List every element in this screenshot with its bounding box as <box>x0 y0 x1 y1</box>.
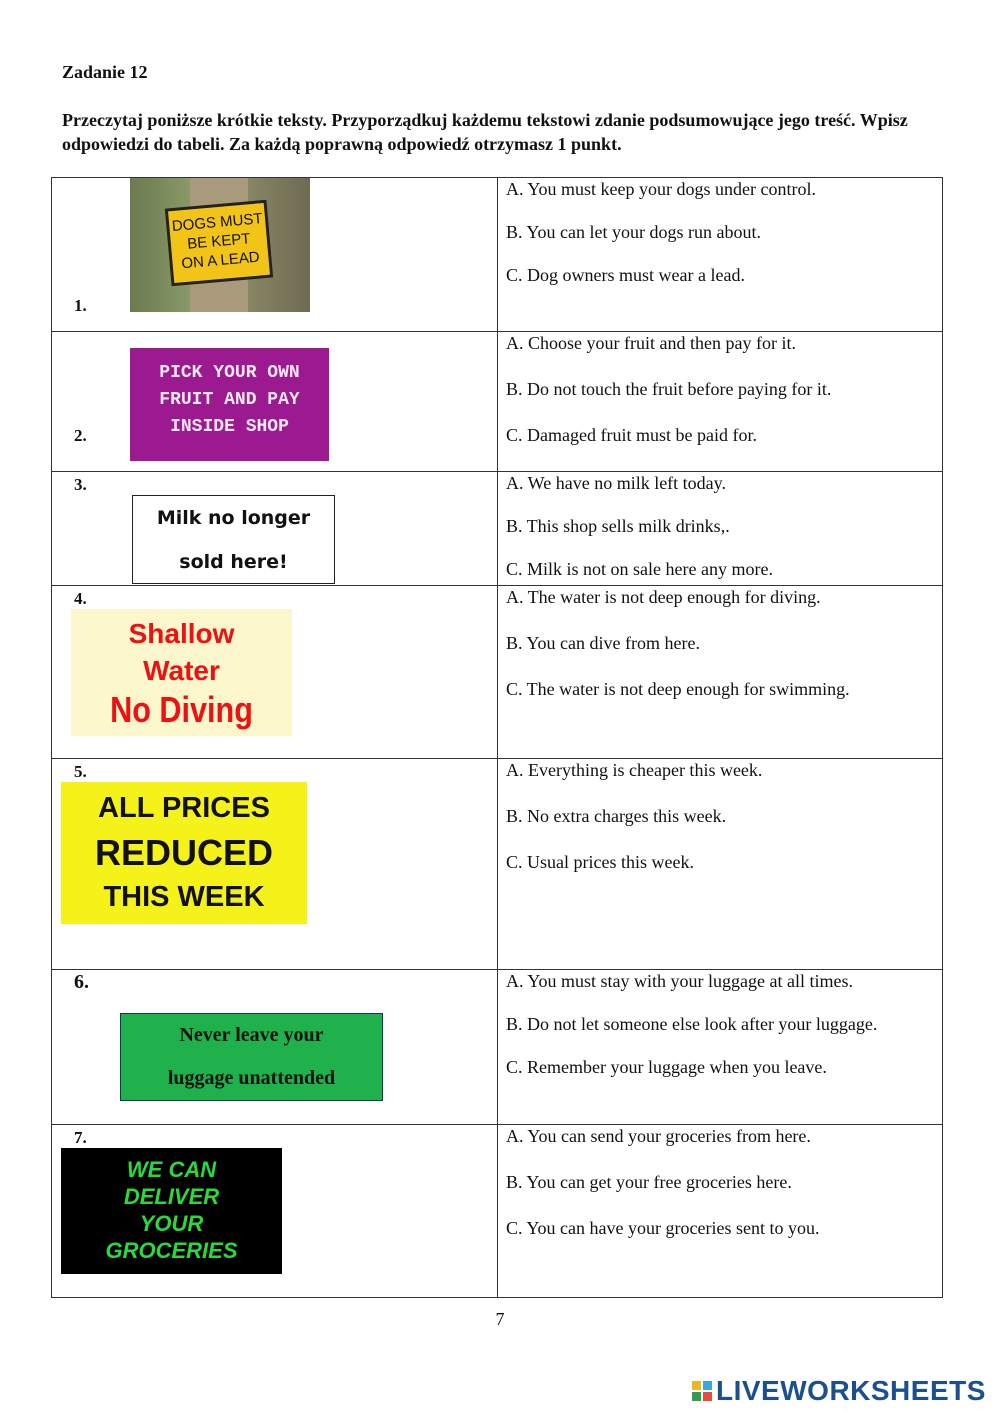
sign-text: YOUR <box>139 1211 204 1236</box>
item-number: 4. <box>74 589 87 608</box>
options-cell <box>498 472 943 586</box>
option-a: A. You must stay with your luggage at all times. <box>506 971 853 991</box>
luggage-sign <box>120 1013 383 1101</box>
dogs-sign-photo <box>130 178 310 312</box>
option-b: B. You can let your dogs run about. <box>506 222 761 242</box>
sign-cell <box>52 178 498 332</box>
option-b: B. You can dive from here. <box>506 633 700 653</box>
item-number: 2. <box>74 426 87 445</box>
option-b: B. You can get your free groceries here. <box>506 1172 792 1192</box>
option-c: C. Dog owners must wear a lead. <box>506 265 745 285</box>
page-number: 7 <box>495 1309 505 1329</box>
task-title: Zadanie 12 <box>62 62 148 82</box>
table-row <box>52 970 943 1125</box>
option-a: A. The water is not deep enough for diving. <box>506 587 821 607</box>
sign-cell <box>52 586 498 759</box>
option-b: B. Do not let someone else look after your luggage. <box>506 1014 878 1034</box>
sign-text: REDUCED <box>94 832 273 873</box>
sign-cell <box>52 970 498 1125</box>
sign-cell <box>52 759 498 970</box>
sign-text: THIS WEEK <box>103 881 265 913</box>
item-number: 5. <box>74 762 87 781</box>
option-a: A. Choose your fruit and then pay for it. <box>506 333 796 353</box>
sign-text: BE KEPT <box>186 230 252 253</box>
no-diving-sign <box>71 609 292 736</box>
liveworksheets-brand[interactable] <box>692 1375 986 1407</box>
options-cell <box>498 970 943 1125</box>
prices-sign <box>61 782 307 924</box>
sign-cell <box>52 332 498 472</box>
matching-table <box>51 177 943 1298</box>
sign-text: GROCERIES <box>105 1238 238 1263</box>
sign-text: PICK YOUR OWN <box>159 363 300 383</box>
item-number: 7. <box>74 1128 87 1147</box>
option-c: C. Usual prices this week. <box>506 852 694 872</box>
option-b: B. No extra charges this week. <box>506 806 727 826</box>
liveworksheets-logo-icon <box>692 1381 712 1401</box>
brand-name: LIVEWORKSHEETS <box>716 1375 986 1406</box>
sign-text: ON A LEAD <box>180 248 261 273</box>
table-row <box>52 332 943 472</box>
table-row <box>52 586 943 759</box>
option-c: C. Remember your luggage when you leave. <box>506 1057 827 1077</box>
item-number: 3. <box>74 475 87 494</box>
option-b: B. This shop sells milk drinks,. <box>506 516 730 536</box>
table-row <box>52 1125 943 1298</box>
option-c: C. The water is not deep enough for swimming. <box>506 679 850 699</box>
groceries-sign <box>61 1148 282 1274</box>
sign-text: No Diving <box>110 689 253 730</box>
table-row <box>52 178 943 332</box>
sign-text: DELIVER <box>123 1184 220 1209</box>
option-c: C. Milk is not on sale here any more. <box>506 559 773 579</box>
options-cell <box>498 586 943 759</box>
table-row <box>52 472 943 586</box>
option-b: B. Do not touch the fruit before paying for it. <box>506 379 832 399</box>
task-instructions: Przeczytaj poniższe krótkie teksty. Przyporządkuj każdemu tekstowi zdanie podsumowujące jego treść. Wpisz odpowiedzi do tabeli. Za każdą poprawną odpowiedź otrzymasz 1 punkt. <box>62 110 908 154</box>
options-cell <box>498 178 943 332</box>
option-c: C. You can have your groceries sent to you. <box>506 1218 820 1238</box>
sign-text: Never leave your <box>179 1024 324 1046</box>
sign-cell <box>52 472 498 586</box>
option-a: A. You can send your groceries from here. <box>506 1126 811 1146</box>
sign-text: ALL PRICES <box>98 792 270 824</box>
option-a: A. You must keep your dogs under control. <box>506 179 816 199</box>
sign-text: INSIDE SHOP <box>170 417 289 437</box>
sign-text: DOGS MUST <box>171 210 264 236</box>
option-a: A. We have no milk left today. <box>506 473 726 493</box>
table-row <box>52 759 943 970</box>
milk-sign <box>132 495 335 584</box>
option-a: A. Everything is cheaper this week. <box>506 760 763 780</box>
dogs-sign <box>165 200 273 287</box>
sign-text: luggage unattended <box>167 1067 336 1089</box>
options-cell <box>498 332 943 472</box>
sign-cell <box>52 1125 498 1298</box>
sign-text: sold here! <box>179 551 288 573</box>
sign-text: FRUIT AND PAY <box>159 390 300 410</box>
sign-text: Shallow <box>128 618 235 649</box>
item-number: 6. <box>74 971 89 993</box>
options-cell <box>498 1125 943 1298</box>
item-number: 1. <box>74 296 87 315</box>
sign-text: WE CAN <box>126 1157 217 1182</box>
sign-text: Water <box>143 655 220 686</box>
sign-text: Milk no longer <box>156 507 311 529</box>
option-c: C. Damaged fruit must be paid for. <box>506 425 757 445</box>
fruit-sign <box>130 348 329 461</box>
options-cell <box>498 759 943 970</box>
